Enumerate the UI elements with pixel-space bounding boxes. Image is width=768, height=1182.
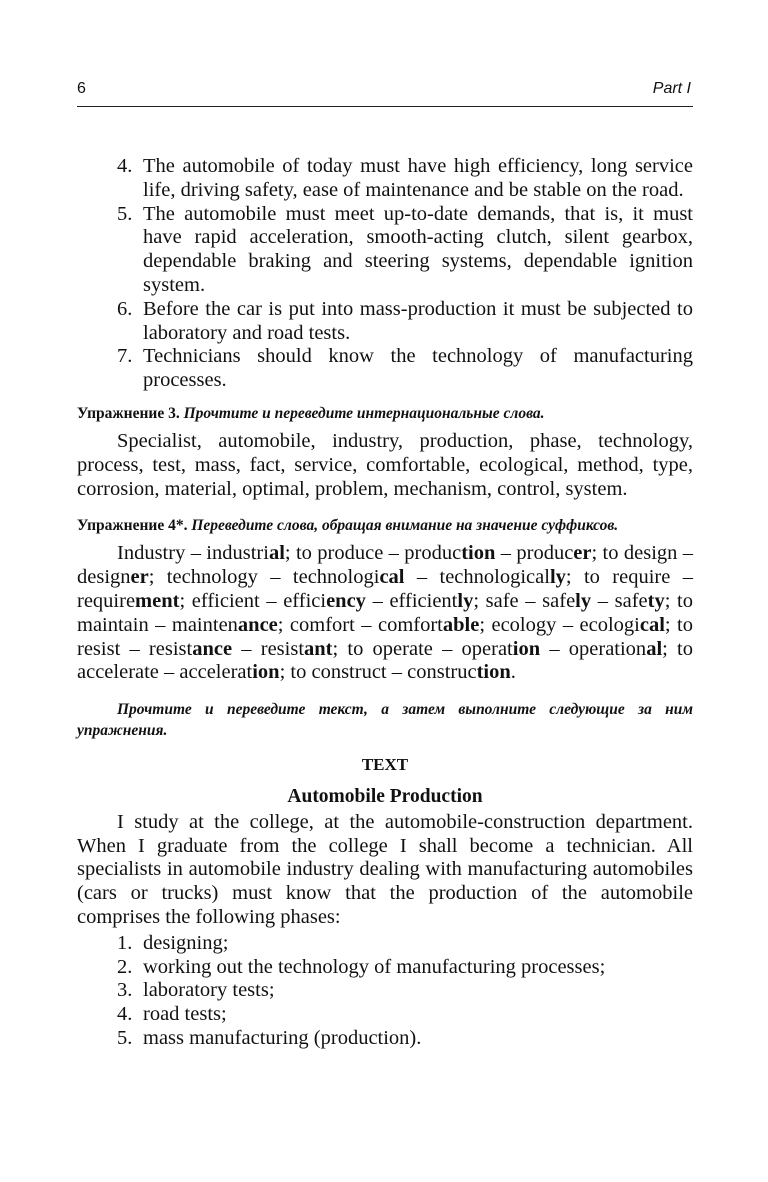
word-text: – efficient: [365, 589, 458, 612]
suffix-highlight: tion: [461, 542, 496, 565]
suffix-highlight: able: [442, 613, 480, 636]
suffix-highlight: tion: [476, 661, 511, 684]
list-item: 2. working out the technology of manufacturing processes;: [117, 955, 606, 978]
word-text: – resist: [232, 637, 305, 660]
suffix-highlight: ly: [457, 589, 474, 612]
suffix-highlight: er: [130, 566, 149, 589]
word-text: ; efficient – effici: [179, 589, 327, 612]
word-text: ; to produce – produc: [284, 542, 462, 565]
list-item: 1. designing;: [117, 931, 229, 954]
word-text: ; to operate – operat: [332, 637, 513, 660]
exercise-4-instruction: Переведите слова, обращая внимание на значение суффиксов.: [191, 517, 619, 535]
phases-list: [77, 932, 693, 1051]
word-text: – operation: [540, 637, 647, 660]
suffix-highlight: ion: [252, 661, 280, 684]
word-text: ; safe – safe: [473, 589, 576, 612]
suffix-highlight: ance: [237, 613, 278, 636]
text-paragraph: I study at the college, at the automobile-construction department. When I graduate from the college I shall become a technician. All specialists in automobile industry dealing with manufacturing automobiles (cars or trucks) must know that the production of the automobile comprises the following phases:: [77, 810, 693, 928]
word-text: ; ecology – ecologi: [479, 613, 640, 636]
list-item: 5. mass manufacturing (production).: [117, 1026, 422, 1049]
list-item: 4. The automobile of today must have high efficiency, long service life, driving safety, ease of maintenance and be stable on the road.: [117, 155, 693, 201]
exercise-3-words: Specialist, automobile, industry, production, phase, technology, process, test, mass, fact, service, comfortable, ecological, method, type, corrosion, material, optimal, problem, mechanism, control, system.: [77, 429, 693, 500]
suffix-highlight: cal: [639, 613, 665, 636]
suffix-highlight: al: [268, 542, 285, 565]
word-text: ; to design – design: [77, 542, 693, 589]
word-text: ; comfort – comfort: [277, 613, 443, 636]
suffix-highlight: ency: [326, 589, 366, 612]
suffix-highlight: ion: [512, 637, 541, 660]
word-text: .: [510, 661, 516, 684]
suffix-highlight: al: [646, 637, 663, 660]
word-text: – safe: [591, 589, 648, 612]
list-item: 4. road tests;: [117, 1003, 227, 1026]
reading-instruction: Прочтите и переведите текст, а затем выполните следующие за ним упражнения.: [77, 701, 693, 740]
word-text: ; to accelerate – accelerat: [77, 637, 693, 684]
exercise-4-label: Упражнение 4*.: [77, 517, 188, 535]
exercise-4-heading: [77, 515, 693, 536]
suffix-highlight: cal: [379, 566, 405, 589]
suffix-highlight: ly: [575, 589, 592, 612]
exercise-3-instruction: Прочтите и переведите интернациональные слова.: [183, 404, 545, 422]
word-text: ; to construct – construc: [279, 661, 477, 684]
text-label: TEXT: [361, 755, 409, 775]
word-text: – produc: [495, 542, 574, 565]
running-header: [77, 78, 693, 107]
list-item: 6. Before the car is put into mass-production it must be subjected to laboratory and road tests.: [117, 297, 693, 344]
word-text: ; technology – technologi: [148, 566, 380, 589]
list-item: 3. laboratory tests;: [117, 979, 275, 1002]
suffix-highlight: ty: [647, 589, 665, 612]
word-text: ; to maintain – mainten: [77, 589, 693, 636]
list-item: 7. Technicians should know the technology of manufacturing processes.: [117, 345, 693, 392]
word-text: ; to require – require: [77, 566, 693, 612]
page-content: [77, 155, 693, 1051]
word-text: Industry – industri: [117, 542, 269, 565]
exercise-3-heading: [77, 403, 693, 424]
numbered-list-top: [77, 155, 693, 393]
word-text: ; to resist – resist: [77, 613, 693, 660]
page-number: 6: [77, 80, 86, 97]
exercise-4-words: [77, 542, 693, 685]
text-title: Automobile Production: [287, 785, 483, 807]
word-text: – technological: [404, 566, 550, 589]
part-title: Part I: [652, 80, 691, 97]
suffix-highlight: er: [573, 542, 592, 565]
suffix-highlight: ant: [304, 637, 333, 660]
list-item: 5. The automobile must meet up-to-date demands, that is, it must have rapid acceleration, smooth-acting clutch, silent gearbox, dependable braking and steering systems, dependable ignition system.: [117, 202, 693, 296]
suffix-highlight: ance: [192, 637, 233, 660]
exercise-3-label: Упражнение 3.: [77, 404, 180, 422]
suffix-highlight: ment: [135, 589, 180, 612]
suffix-highlight: ly: [549, 566, 566, 589]
